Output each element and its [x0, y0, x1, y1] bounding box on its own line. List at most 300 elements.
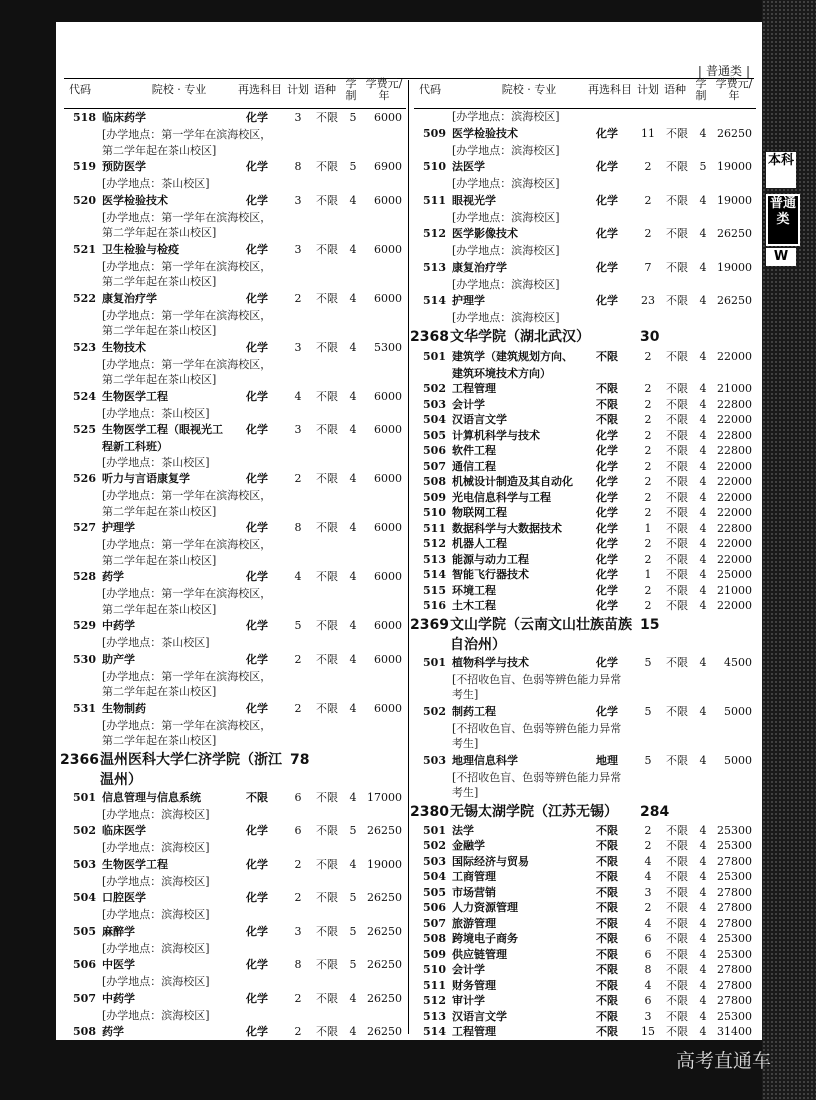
major-code: 510 — [423, 963, 446, 976]
major-row — [414, 381, 756, 397]
tuition-fee: 21000 — [717, 382, 752, 395]
header-lang: 语种 — [314, 83, 336, 96]
side-tab-w[interactable]: W — [766, 248, 796, 266]
tuition-fee: 6000 — [374, 701, 402, 715]
required-subject: 不限 — [596, 901, 618, 914]
required-subject: 化学 — [596, 444, 618, 457]
name-continuation-row — [64, 439, 406, 455]
plan-count: 2 — [644, 428, 652, 442]
major-code: 508 — [423, 475, 446, 488]
tuition-fee: 26250 — [367, 824, 402, 837]
note-row — [64, 537, 406, 553]
duration: 4 — [349, 389, 357, 403]
name-continuation-row — [414, 366, 756, 382]
required-subject: 不限 — [596, 932, 618, 945]
campus-note: [不招收色盲、色弱等辨色能力异常 — [452, 672, 622, 686]
note-row — [64, 225, 406, 241]
duration: 4 — [699, 655, 707, 669]
major-row — [414, 158, 756, 176]
campus-note: 第二学年起在茶山校区] — [102, 734, 217, 747]
language: 不限 — [666, 568, 688, 581]
note-row — [64, 210, 406, 226]
note-row — [64, 602, 406, 618]
tuition-fee: 26250 — [717, 227, 752, 240]
tuition-fee: 25300 — [717, 932, 752, 945]
language: 不限 — [666, 413, 688, 426]
plan-count: 5 — [644, 655, 652, 669]
language: 不限 — [316, 472, 338, 485]
note-row — [414, 785, 756, 801]
plan-count: 4 — [644, 916, 652, 930]
duration: 4 — [699, 994, 707, 1007]
plan-count: 2 — [644, 583, 652, 597]
note-row — [64, 807, 406, 823]
major-row — [64, 651, 406, 669]
right-column — [410, 77, 756, 1040]
tuition-fee: 5300 — [374, 340, 402, 354]
major-row — [64, 109, 406, 127]
language: 不限 — [666, 428, 688, 442]
tuition-fee: 22800 — [717, 397, 752, 411]
header-school-major: 院校 · 专业 — [501, 83, 557, 96]
school-name-continuation-row — [64, 771, 406, 789]
duration: 4 — [699, 870, 707, 883]
major-name: 听力与言语康复学 — [102, 472, 190, 485]
campus-note: 第二学年起在茶山校区] — [102, 275, 217, 288]
tuition-fee: 25300 — [717, 870, 752, 883]
tuition-fee: 26250 — [367, 1025, 402, 1038]
major-code: 512 — [423, 227, 446, 240]
plan-count: 6 — [644, 947, 652, 961]
major-code: 513 — [423, 260, 446, 274]
tuition-fee: 6900 — [374, 160, 402, 173]
required-subject: 不限 — [596, 823, 618, 837]
tuition-fee: 22000 — [717, 599, 752, 612]
major-code: 501 — [423, 655, 446, 669]
language: 不限 — [666, 294, 688, 307]
required-subject: 不限 — [596, 994, 618, 1007]
major-code: 504 — [73, 891, 96, 904]
campus-note: [办学地点：第一学年在滨海校区， — [102, 587, 272, 600]
tuition-fee: 26250 — [367, 958, 402, 971]
major-row — [414, 536, 756, 552]
language: 不限 — [316, 619, 338, 632]
required-subject: 化学 — [596, 294, 618, 307]
tuition-fee: 22000 — [717, 506, 752, 519]
language: 不限 — [666, 704, 688, 718]
major-code: 502 — [73, 824, 96, 837]
major-name: 法学 — [452, 823, 474, 837]
duration: 4 — [349, 423, 357, 436]
major-code: 506 — [423, 901, 446, 914]
language: 不限 — [316, 891, 338, 904]
duration: 4 — [349, 701, 357, 715]
required-subject: 化学 — [246, 824, 268, 837]
required-subject: 化学 — [246, 924, 268, 938]
required-subject: 化学 — [246, 193, 268, 207]
tuition-fee: 17000 — [367, 790, 402, 804]
required-subject: 不限 — [596, 963, 618, 976]
campus-note: [办学地点：滨海校区] — [102, 841, 210, 854]
language: 不限 — [666, 552, 688, 566]
major-row — [414, 348, 756, 366]
side-tab-benke[interactable]: 本科 — [766, 152, 796, 188]
plan-count: 4 — [644, 854, 652, 868]
duration: 4 — [699, 932, 707, 945]
duration: 5 — [349, 924, 357, 938]
language: 不限 — [666, 506, 688, 519]
campus-note: [办学地点：茶山校区] — [102, 636, 210, 649]
major-row — [64, 568, 406, 586]
required-subject: 化学 — [596, 655, 618, 669]
major-code: 513 — [423, 1009, 446, 1023]
duration: 4 — [349, 857, 357, 871]
duration: 4 — [349, 991, 357, 1005]
major-name: 市场营销 — [452, 885, 496, 899]
duration: 4 — [699, 260, 707, 274]
plan-count: 2 — [294, 291, 302, 305]
campus-note: 考生] — [452, 688, 479, 701]
language: 不限 — [666, 193, 688, 207]
school-total-plan: 78 — [290, 751, 310, 768]
major-name: 医学影像技术 — [452, 227, 518, 240]
major-row — [64, 158, 406, 176]
major-code: 505 — [423, 885, 446, 899]
major-code: 503 — [423, 397, 446, 411]
major-code: 502 — [423, 704, 446, 718]
tuition-fee: 21000 — [717, 583, 752, 597]
tuition-fee: 27800 — [717, 901, 752, 914]
duration: 4 — [699, 916, 707, 930]
note-row — [64, 372, 406, 388]
tuition-fee: 6000 — [374, 521, 402, 534]
duration: 4 — [699, 568, 707, 581]
major-row — [64, 956, 406, 974]
note-row — [64, 553, 406, 569]
major-code: 506 — [73, 958, 96, 971]
header-duration: 学制 — [695, 77, 707, 102]
tuition-fee: 19000 — [717, 160, 752, 173]
major-name: 中医学 — [102, 958, 135, 971]
tuition-fee: 6000 — [374, 619, 402, 632]
campus-note: [办学地点：滨海校区] — [452, 311, 560, 324]
duration: 4 — [699, 521, 707, 535]
major-row — [64, 617, 406, 635]
major-code: 506 — [423, 444, 446, 457]
tuition-fee: 6000 — [374, 652, 402, 666]
plan-count: 8 — [644, 963, 652, 976]
language: 不限 — [666, 901, 688, 914]
major-code: 527 — [73, 521, 96, 534]
duration: 4 — [699, 599, 707, 612]
language: 不限 — [666, 397, 688, 411]
school-row — [410, 801, 756, 823]
major-code: 502 — [423, 382, 446, 395]
duration: 4 — [699, 126, 707, 140]
required-subject: 化学 — [246, 701, 268, 715]
tuition-fee: 25300 — [717, 947, 752, 961]
duration: 5 — [349, 824, 357, 837]
major-code: 510 — [423, 506, 446, 519]
header-plan: 计划 — [637, 83, 659, 96]
campus-note: [办学地点：第一学年在滨海校区， — [102, 357, 272, 371]
campus-note: [办学地点：第一学年在滨海校区， — [102, 210, 272, 224]
major-row — [414, 505, 756, 521]
major-row — [414, 962, 756, 978]
side-index-strip — [762, 0, 816, 1100]
header-plan: 计划 — [287, 83, 309, 96]
plan-count: 3 — [294, 924, 302, 938]
duration: 4 — [699, 506, 707, 519]
major-name: 麻醉学 — [102, 924, 135, 938]
major-name: 土木工程 — [452, 599, 496, 612]
language: 不限 — [666, 260, 688, 274]
language: 不限 — [666, 994, 688, 1007]
campus-note: [办学地点：滨海校区] — [452, 143, 560, 157]
language: 不限 — [666, 963, 688, 976]
campus-note: [办学地点：滨海校区] — [102, 908, 210, 921]
major-row — [414, 521, 756, 537]
duration: 4 — [699, 428, 707, 442]
duration: 4 — [699, 193, 707, 207]
header-code: 代码 — [419, 83, 441, 96]
major-name: 环境工程 — [452, 583, 496, 597]
duration: 5 — [349, 160, 357, 173]
school-name: 温州医科大学仁济学院（浙江 — [100, 751, 282, 768]
required-subject: 化学 — [596, 537, 618, 550]
duration: 4 — [699, 444, 707, 457]
campus-note: [办学地点：滨海校区] — [452, 277, 560, 291]
major-name: 汉语言文学 — [452, 1009, 507, 1023]
duration: 4 — [699, 839, 707, 852]
major-row — [414, 598, 756, 614]
tuition-fee: 6000 — [374, 111, 402, 124]
campus-note: [办学地点：茶山校区] — [102, 406, 210, 420]
tuition-fee: 27800 — [717, 854, 752, 868]
plan-count: 2 — [294, 891, 302, 904]
major-code: 501 — [73, 790, 96, 804]
plan-count: 2 — [294, 652, 302, 666]
plan-count: 6 — [294, 790, 302, 804]
major-row — [414, 412, 756, 428]
tuition-fee: 6000 — [374, 193, 402, 207]
major-name: 医学检验技术 — [452, 126, 518, 140]
language: 不限 — [316, 242, 338, 256]
tuition-fee: 27800 — [717, 963, 752, 976]
campus-note: 第二学年起在茶山校区] — [102, 226, 217, 239]
major-name: 制药工程 — [452, 704, 496, 718]
plan-count: 7 — [644, 260, 652, 274]
note-row — [414, 277, 756, 293]
major-row — [64, 470, 406, 488]
school-code: 2366 — [60, 751, 99, 768]
plan-count: 2 — [294, 701, 302, 715]
language: 不限 — [666, 599, 688, 612]
header-duration: 学制 — [345, 77, 357, 102]
major-code: 504 — [423, 413, 446, 426]
campus-note: 第二学年起在茶山校区] — [102, 373, 217, 386]
major-code: 529 — [73, 619, 96, 632]
major-code: 507 — [423, 459, 446, 473]
major-row — [414, 397, 756, 413]
plan-count: 3 — [294, 340, 302, 354]
major-name: 物联网工程 — [452, 506, 507, 519]
note-row — [414, 310, 756, 326]
major-name: 口腔医学 — [102, 891, 146, 904]
note-row — [414, 176, 756, 192]
major-row — [64, 388, 406, 406]
plan-count: 2 — [294, 991, 302, 1005]
document-page — [56, 22, 762, 1040]
plan-count: 5 — [644, 704, 652, 718]
plan-count: 2 — [644, 397, 652, 411]
major-row — [414, 292, 756, 310]
required-subject: 不限 — [596, 854, 618, 868]
header-subject: 再选科目 — [238, 83, 282, 96]
school-total-plan: 15 — [640, 616, 660, 633]
major-name: 临床药学 — [102, 111, 146, 124]
required-subject: 化学 — [246, 958, 268, 971]
tuition-fee: 19000 — [717, 193, 752, 207]
major-name: 助产学 — [102, 652, 135, 666]
required-subject: 化学 — [246, 857, 268, 871]
plan-count: 1 — [644, 568, 652, 581]
major-row — [414, 490, 756, 506]
required-subject: 化学 — [596, 475, 618, 488]
tuition-fee: 26250 — [367, 991, 402, 1005]
language: 不限 — [666, 521, 688, 535]
required-subject: 化学 — [246, 652, 268, 666]
major-row — [64, 700, 406, 718]
language: 不限 — [666, 885, 688, 899]
major-row — [414, 752, 756, 770]
note-row — [64, 669, 406, 685]
plan-count: 8 — [294, 958, 302, 971]
note-row — [64, 1008, 406, 1024]
major-row — [414, 225, 756, 243]
required-subject: 化学 — [596, 490, 618, 504]
tuition-fee: 6000 — [374, 291, 402, 305]
header-subject: 再选科目 — [588, 83, 632, 96]
left-column — [60, 77, 406, 1041]
major-row — [64, 889, 406, 907]
note-row — [64, 274, 406, 290]
language: 不限 — [666, 978, 688, 992]
language: 不限 — [666, 1025, 688, 1038]
major-code: 503 — [73, 857, 96, 871]
plan-count: 2 — [644, 193, 652, 207]
tuition-fee: 19000 — [367, 857, 402, 871]
plan-count: 6 — [644, 994, 652, 1007]
plan-count: 6 — [294, 824, 302, 837]
right-column-header — [414, 77, 756, 109]
required-subject: 不限 — [596, 870, 618, 883]
major-name: 国际经济与贸易 — [452, 854, 529, 868]
major-row — [64, 421, 406, 439]
school-name: 文华学院（湖北武汉） — [450, 328, 590, 345]
plan-count: 2 — [644, 490, 652, 504]
plan-count: 6 — [644, 932, 652, 945]
plan-count: 4 — [644, 978, 652, 992]
campus-note: [办学地点：茶山校区] — [102, 177, 210, 190]
major-code: 505 — [73, 924, 96, 938]
note-row — [64, 684, 406, 700]
plan-count: 2 — [644, 349, 652, 363]
major-name-continued: 程新工科班） — [102, 440, 168, 453]
required-subject: 化学 — [596, 126, 618, 140]
tuition-fee: 22000 — [717, 537, 752, 550]
campus-note: [不招收色盲、色弱等辨色能力异常 — [452, 721, 622, 735]
note-row — [414, 736, 756, 752]
note-row — [414, 672, 756, 688]
required-subject: 化学 — [246, 521, 268, 534]
campus-note: 第二学年起在茶山校区] — [102, 553, 217, 567]
major-code: 520 — [73, 193, 96, 207]
tuition-fee: 27800 — [717, 978, 752, 992]
note-row — [64, 635, 406, 651]
language: 不限 — [666, 349, 688, 363]
school-code: 2369 — [410, 616, 449, 633]
major-name: 工程管理 — [452, 382, 496, 395]
school-row — [410, 326, 756, 348]
note-row — [64, 907, 406, 923]
campus-note: [办学地点：滨海校区] — [102, 975, 210, 988]
campus-note: [办学地点：第一学年在滨海校区， — [102, 538, 272, 551]
major-row — [64, 1023, 406, 1041]
language: 不限 — [316, 160, 338, 173]
note-row — [414, 721, 756, 737]
duration: 4 — [699, 901, 707, 914]
plan-count: 2 — [644, 823, 652, 837]
language: 不限 — [666, 854, 688, 868]
major-row — [414, 474, 756, 490]
duration: 4 — [699, 978, 707, 992]
duration: 4 — [349, 1025, 357, 1038]
major-code: 501 — [423, 349, 446, 363]
side-tab-putong[interactable]: 普通类 — [766, 194, 800, 246]
major-name: 护理学 — [452, 294, 485, 307]
major-row — [64, 856, 406, 874]
language: 不限 — [666, 475, 688, 488]
left-column-header — [64, 77, 406, 109]
campus-note: [不招收色盲、色弱等辨色能力异常 — [452, 770, 622, 784]
tuition-fee: 25300 — [717, 1009, 752, 1023]
tuition-fee: 6000 — [374, 570, 402, 583]
major-code: 508 — [73, 1025, 96, 1038]
plan-count: 3 — [644, 1009, 652, 1023]
required-subject: 化学 — [246, 423, 268, 436]
major-row — [414, 459, 756, 475]
required-subject: 化学 — [596, 568, 618, 581]
major-name: 供应链管理 — [452, 947, 507, 961]
duration: 4 — [699, 552, 707, 566]
school-name-continued: 自治州） — [450, 636, 506, 653]
major-name: 生物医学工程 — [102, 857, 168, 871]
major-row — [64, 192, 406, 210]
major-row — [414, 885, 756, 901]
language: 不限 — [666, 823, 688, 837]
required-subject: 化学 — [596, 599, 618, 612]
tuition-fee: 26250 — [717, 294, 752, 307]
major-code: 504 — [423, 870, 446, 883]
major-row — [414, 703, 756, 721]
campus-note: 第二学年起在茶山校区] — [102, 685, 217, 698]
major-name: 临床医学 — [102, 824, 146, 837]
required-subject: 化学 — [246, 891, 268, 904]
duration: 4 — [349, 193, 357, 207]
school-name: 无锡太湖学院（江苏无锡） — [450, 803, 618, 820]
tuition-fee: 25000 — [717, 568, 752, 581]
